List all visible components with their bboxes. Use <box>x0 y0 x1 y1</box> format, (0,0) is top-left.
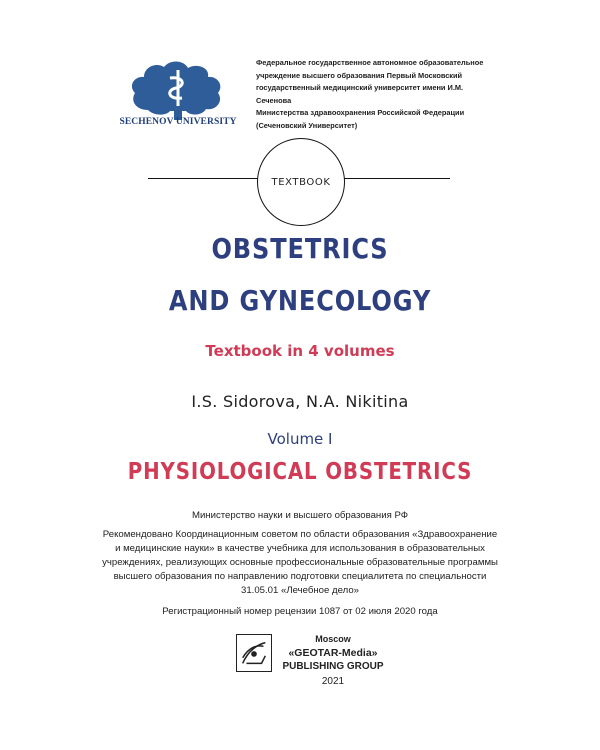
org-line: учреждение высшего образования Первый Московский <box>256 70 463 80</box>
recommendation <box>60 528 540 598</box>
authors: I.S. Sidorova, N.A. Nikitina <box>191 392 409 411</box>
title-line: AND GYNECOLOGY <box>168 284 432 317</box>
org-line: Министерства здравоохранения Российской Федерации <box>256 108 465 117</box>
ministry-line: Министерство науки и высшего образования РФ <box>191 510 409 521</box>
title-line: OBSTETRICS <box>211 232 389 265</box>
university-name: SECHENOV UNIVERSITY <box>119 117 237 127</box>
recommendation-line: учреждениях, реализующих основные профессиональные образовательные программы <box>102 557 498 568</box>
recommendation-line: Рекомендовано Координационным советом по области образования «Здравоохранение <box>102 529 498 540</box>
registration-line: Регистрационный номер рецензии 1087 от 02 июля 2020 года <box>162 606 438 617</box>
volume-number: Volume I <box>267 430 333 448</box>
org-line: (Сеченовский Университет) <box>256 120 358 130</box>
publisher-group: PUBLISHING GROUP <box>282 661 384 672</box>
divider-left <box>148 178 258 179</box>
volume-title: PHYSIOLOGICAL OBSTETRICS <box>127 459 473 485</box>
org-line: государственный медицинский университет имени И.М. Сеченова <box>256 83 464 105</box>
recommendation-line: и медицинские науки» в качестве учебника для использования в образовательных <box>115 543 485 554</box>
textbook-badge <box>257 138 345 226</box>
organization-name <box>256 57 496 132</box>
publication-year: 2021 <box>321 676 345 687</box>
recommendation-line: высшего образования по направлению подготовки специалитета по специальности <box>113 571 487 582</box>
org-line: Федеральное государственное автономное образовательное <box>256 58 484 67</box>
recommendation-line: 31.05.01 «Лечебное дело» <box>240 585 359 596</box>
subtitle: Textbook in 4 volumes <box>205 342 395 360</box>
badge-label: TEXTBOOK <box>271 176 331 188</box>
divider-right <box>344 178 450 179</box>
publisher-city: Moscow <box>315 634 351 644</box>
publisher-name: «GEOTAR-Media» <box>288 647 378 659</box>
